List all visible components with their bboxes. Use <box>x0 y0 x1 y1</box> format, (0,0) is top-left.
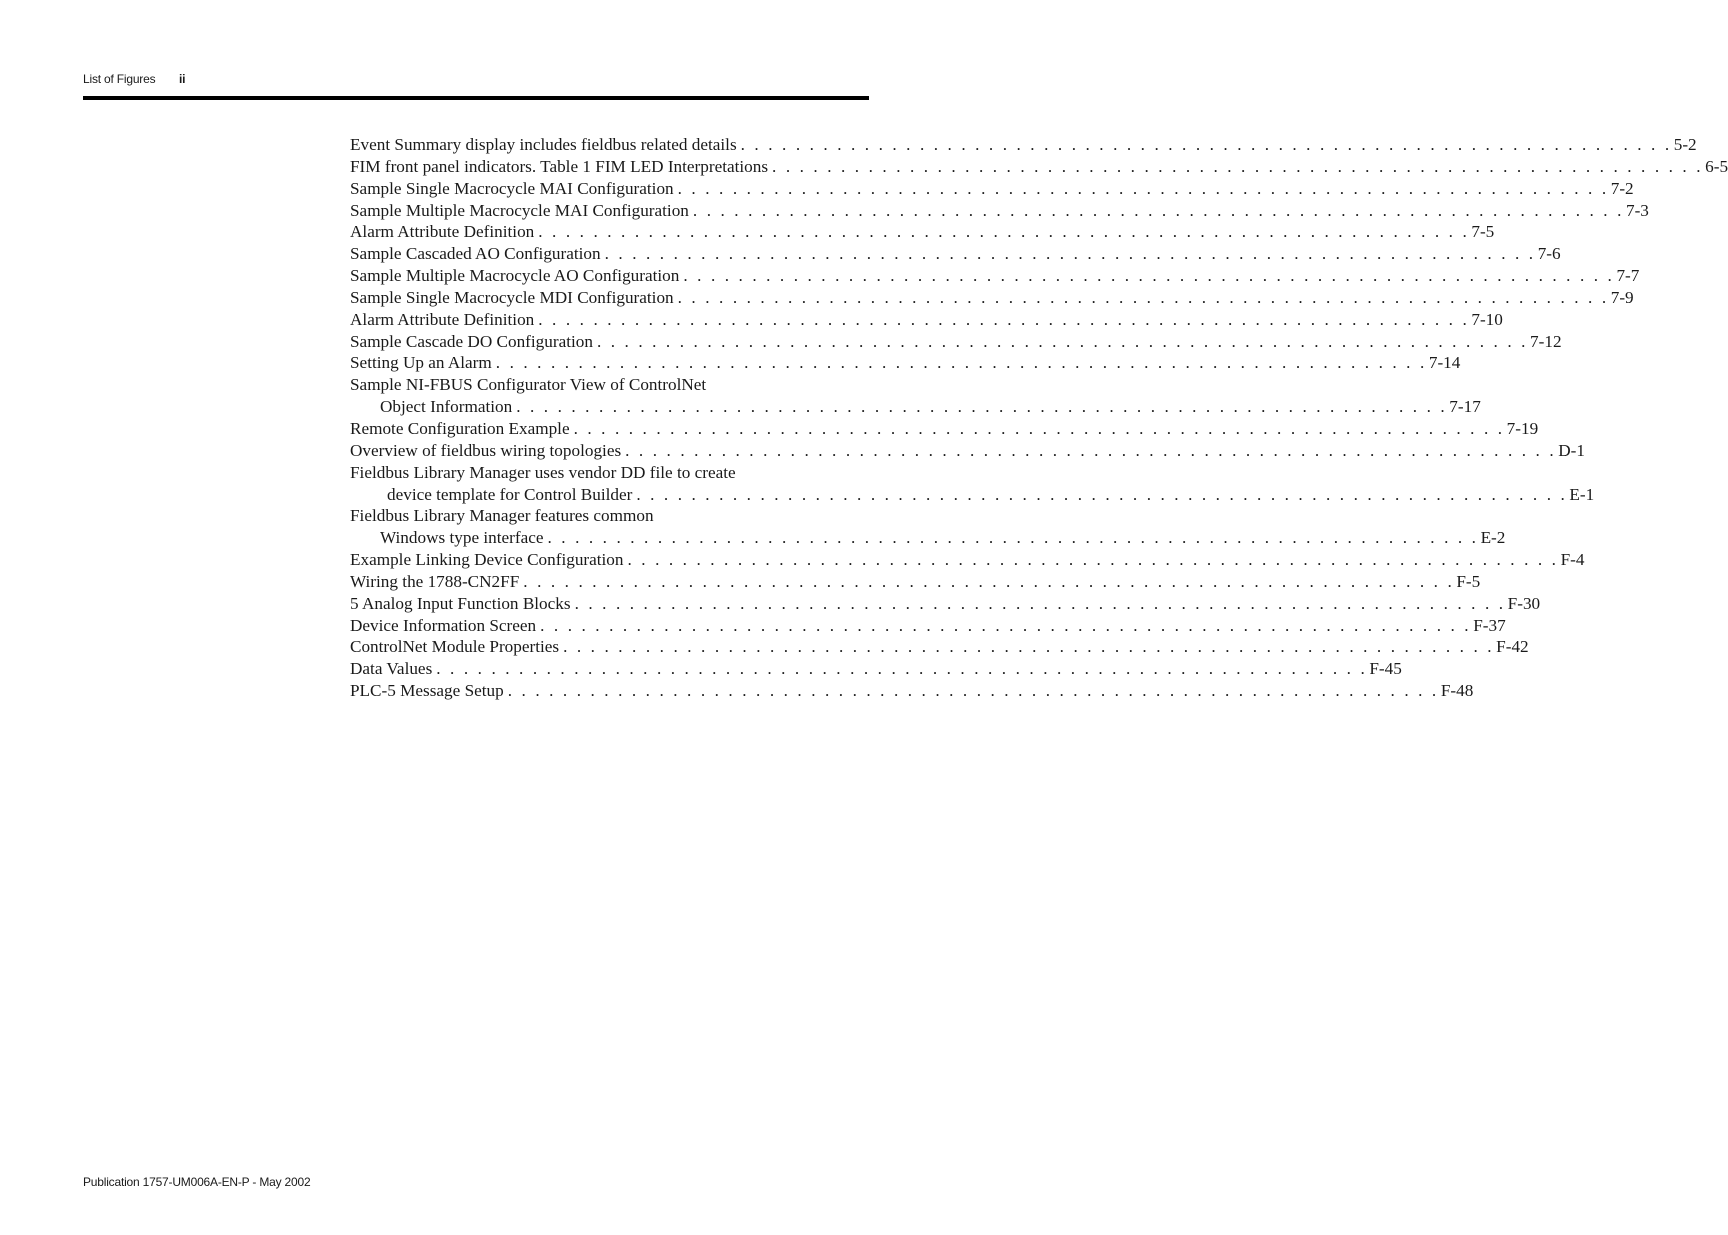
figure-title: Data Values <box>350 659 433 679</box>
figure-page-number: 7-17 <box>1449 397 1481 417</box>
figure-entry <box>350 221 1495 243</box>
figure-entry <box>350 265 1640 287</box>
figure-entry <box>350 484 1595 506</box>
figure-page-number: 6-5 <box>1705 156 1728 176</box>
figure-entry <box>350 636 1529 658</box>
figure-title: PLC-5 Message Setup <box>350 681 504 701</box>
figure-entry <box>350 243 1561 265</box>
dot-leader: . . . . . . . . . . . . . . . . . . . . . . . . . . . . . . . . . . . . . . . . . . . . . . . . . . . . . . . . . . . . . . . . . . . . <box>636 484 1568 504</box>
figure-page-number: 5-2 <box>1673 135 1697 154</box>
figure-entry <box>350 178 1634 200</box>
figure-page-number: 7-12 <box>1530 331 1562 351</box>
figure-title: Alarm Attribute Definition <box>350 309 535 329</box>
dot-leader: . . . . . . . . . . . . . . . . . . . . . . . . . . . . . . . . . . . . . . . . . . . . . . . . . . . . . . . . . . . . . . . . . . . . <box>772 156 1704 176</box>
dot-leader: . . . . . . . . . . . . . . . . . . . . . . . . . . . . . . . . . . . . . . . . . . . . . . . . . . . . . . . . . . . . . . . . . . . . <box>538 222 1470 242</box>
figure-page-number: 7-19 <box>1506 418 1539 438</box>
figure-entry-lead: Sample NI-FBUS Configurator View of ControlNet <box>350 375 707 395</box>
figure-entry <box>350 440 1585 462</box>
dot-leader: . . . . . . . . . . . . . . . . . . . . . . . . . . . . . . . . . . . . . . . . . . . . . . . . . . . . . . . . . . . . . . . . . . . . <box>563 637 1495 657</box>
dot-leader: . . . . . . . . . . . . . . . . . . . . . . . . . . . . . . . . . . . . . . . . . . . . . . . . . . . . . . . . . . . . . . . . . . . . <box>692 200 1624 220</box>
figure-entry <box>350 331 1562 353</box>
header-page-number: ii <box>179 72 186 86</box>
figure-page-number: E-1 <box>1569 484 1595 504</box>
figure-page-number: F-45 <box>1369 659 1402 679</box>
figure-title: Object Information <box>380 397 513 417</box>
figure-page-number: 7-7 <box>1616 266 1640 286</box>
figure-page-number: 7-3 <box>1625 200 1649 220</box>
figure-entry <box>350 549 1585 571</box>
dot-leader: . . . . . . . . . . . . . . . . . . . . . . . . . . . . . . . . . . . . . . . . . . . . . . . . . . . . . . . . . . . . . . . . . . . . <box>683 266 1615 286</box>
figure-title: Example Linking Device Configuration <box>350 550 624 570</box>
figure-entry-lead: Fieldbus Library Manager features common <box>350 506 654 526</box>
header-rule <box>83 96 869 100</box>
dot-leader: . . . . . . . . . . . . . . . . . . . . . . . . . . . . . . . . . . . . . . . . . . . . . . . . . . . . . . . . . . . . . . . . . . . . <box>677 178 1609 198</box>
dot-leader: . . . . . . . . . . . . . . . . . . . . . . . . . . . . . . . . . . . . . . . . . . . . . . . . . . . . . . . . . . . . . . . . . . . . <box>547 528 1479 548</box>
figure-title: device template for Control Builder <box>387 484 633 504</box>
figure-title: Wiring the 1788-CN2FF <box>350 571 520 591</box>
figure-entry <box>350 680 1474 702</box>
figure-entry <box>350 615 1506 637</box>
figure-title: Windows type interface <box>380 528 544 548</box>
figure-page-number: F-48 <box>1440 681 1474 701</box>
figure-page-number: E-2 <box>1480 528 1506 548</box>
figure-title: Sample Single Macrocycle MAI Configuration <box>350 178 674 198</box>
dot-leader: . . . . . . . . . . . . . . . . . . . . . . . . . . . . . . . . . . . . . . . . . . . . . . . . . . . . . . . . . . . . . . . . . . . . <box>538 309 1470 329</box>
dot-leader: . . . . . . . . . . . . . . . . . . . . . . . . . . . . . . . . . . . . . . . . . . . . . . . . . . . . . . . . . . . . . . . . . . . . <box>677 287 1609 307</box>
figure-page-number: D-1 <box>1558 440 1585 460</box>
figure-page-number: 7-2 <box>1610 178 1634 198</box>
figure-entry <box>350 287 1634 309</box>
figure-title: Setting Up an Alarm <box>350 353 492 373</box>
dot-leader: . . . . . . . . . . . . . . . . . . . . . . . . . . . . . . . . . . . . . . . . . . . . . . . . . . . . . . . . . . . . . . . . . . . . <box>574 593 1506 613</box>
dot-leader: . . . . . . . . . . . . . . . . . . . . . . . . . . . . . . . . . . . . . . . . . . . . . . . . . . . . . . . . . . . . . . . . . . . . <box>627 550 1559 570</box>
figure-entry <box>350 527 1506 549</box>
running-header <box>83 72 186 86</box>
figure-entry <box>350 200 1649 222</box>
figure-title: FIM front panel indicators. Table 1 FIM LED Interpretations <box>350 156 769 176</box>
figure-page-number: 7-6 <box>1537 244 1561 264</box>
figure-title: 5 Analog Input Function Blocks <box>350 593 571 613</box>
dot-leader: . . . . . . . . . . . . . . . . . . . . . . . . . . . . . . . . . . . . . . . . . . . . . . . . . . . . . . . . . . . . . . . . . . . . <box>740 135 1672 154</box>
figure-page-number: F-5 <box>1456 571 1481 591</box>
figure-title: Sample Cascaded AO Configuration <box>350 244 601 264</box>
figure-page-number: F-42 <box>1496 637 1529 657</box>
figure-entry <box>350 571 1481 593</box>
figure-page-number: 7-9 <box>1610 287 1634 307</box>
figure-title: Alarm Attribute Definition <box>350 222 535 242</box>
dot-leader: . . . . . . . . . . . . . . . . . . . . . . . . . . . . . . . . . . . . . . . . . . . . . . . . . . . . . . . . . . . . . . . . . . . . <box>507 681 1439 701</box>
figure-title: Sample Multiple Macrocycle AO Configuration <box>350 266 680 286</box>
figure-entry <box>350 593 1541 615</box>
figure-title: ControlNet Module Properties <box>350 637 560 657</box>
figure-entry <box>350 396 1481 418</box>
figure-entry-lead: Fieldbus Library Manager uses vendor DD file to create <box>350 462 736 482</box>
figure-title: Sample Single Macrocycle MDI Configuration <box>350 287 674 307</box>
figure-entry <box>350 309 1503 331</box>
figure-title: Overview of fieldbus wiring topologies <box>350 440 622 460</box>
dot-leader: . . . . . . . . . . . . . . . . . . . . . . . . . . . . . . . . . . . . . . . . . . . . . . . . . . . . . . . . . . . . . . . . . . . . <box>540 615 1472 635</box>
figure-page-number: 7-10 <box>1471 309 1503 329</box>
figure-page-number: F-30 <box>1507 593 1541 613</box>
figure-page-number: F-4 <box>1560 550 1585 570</box>
figure-page-number: F-37 <box>1473 615 1506 635</box>
figure-page-number: 7-5 <box>1471 222 1495 242</box>
dot-leader: . . . . . . . . . . . . . . . . . . . . . . . . . . . . . . . . . . . . . . . . . . . . . . . . . . . . . . . . . . . . . . . . . . . . <box>604 244 1536 264</box>
figure-title: Sample Multiple Macrocycle MAI Configuration <box>350 200 689 220</box>
dot-leader: . . . . . . . . . . . . . . . . . . . . . . . . . . . . . . . . . . . . . . . . . . . . . . . . . . . . . . . . . . . . . . . . . . . . <box>573 418 1505 438</box>
figure-entry <box>350 658 1402 680</box>
figure-title: Event Summary display includes fieldbus related details <box>350 135 737 154</box>
footer-publication: Publication 1757-UM006A-EN-P - May 2002 <box>83 1175 311 1189</box>
dot-leader: . . . . . . . . . . . . . . . . . . . . . . . . . . . . . . . . . . . . . . . . . . . . . . . . . . . . . . . . . . . . . . . . . . . . <box>523 571 1455 591</box>
dot-leader: . . . . . . . . . . . . . . . . . . . . . . . . . . . . . . . . . . . . . . . . . . . . . . . . . . . . . . . . . . . . . . . . . . . . <box>516 397 1448 417</box>
figure-entry <box>350 352 1461 374</box>
figure-title: Device Information Screen <box>350 615 537 635</box>
figure-entry <box>350 156 1728 178</box>
dot-leader: . . . . . . . . . . . . . . . . . . . . . . . . . . . . . . . . . . . . . . . . . . . . . . . . . . . . . . . . . . . . . . . . . . . . <box>596 331 1529 351</box>
dot-leader: . . . . . . . . . . . . . . . . . . . . . . . . . . . . . . . . . . . . . . . . . . . . . . . . . . . . . . . . . . . . . . . . . . . . <box>495 353 1427 373</box>
figure-page-number: 7-14 <box>1428 353 1461 373</box>
dot-leader: . . . . . . . . . . . . . . . . . . . . . . . . . . . . . . . . . . . . . . . . . . . . . . . . . . . . . . . . . . . . . . . . . . . . <box>625 440 1557 460</box>
figure-entry <box>350 418 1539 440</box>
figure-title: Remote Configuration Example <box>350 418 570 438</box>
figure-entry <box>350 134 1697 156</box>
header-section-title: List of Figures <box>83 72 156 86</box>
figure-title: Sample Cascade DO Configuration <box>350 331 593 351</box>
list-of-figures <box>350 134 1728 702</box>
dot-leader: . . . . . . . . . . . . . . . . . . . . . . . . . . . . . . . . . . . . . . . . . . . . . . . . . . . . . . . . . . . . . . . . . . . . <box>436 659 1368 679</box>
